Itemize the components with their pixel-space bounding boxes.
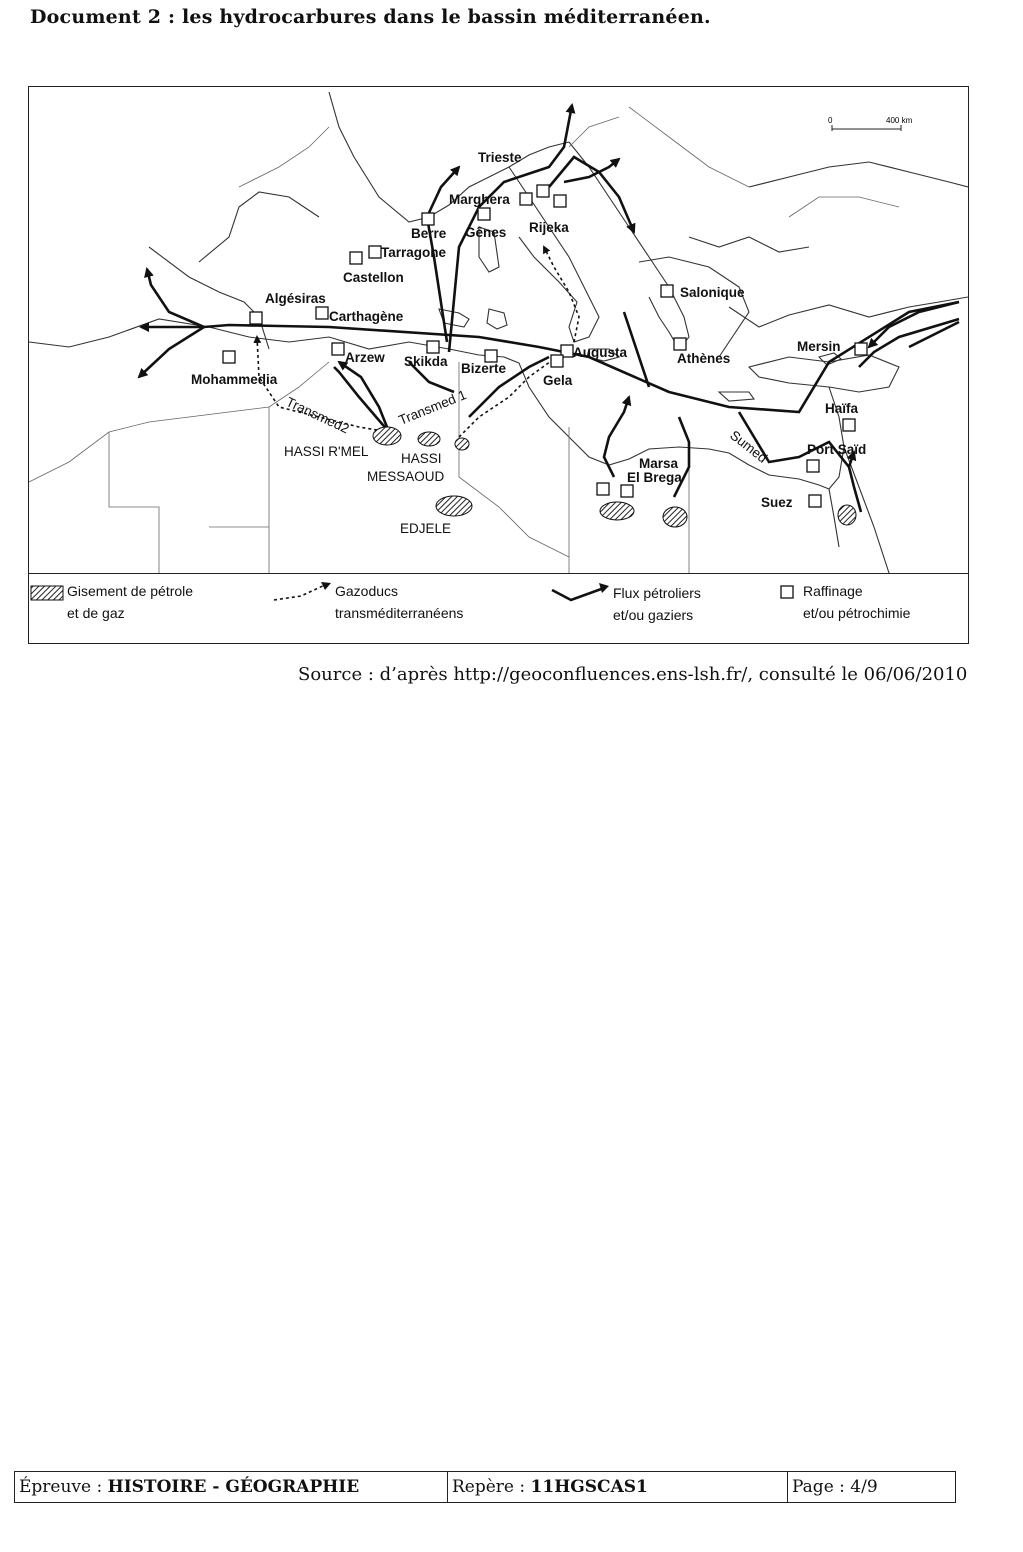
refinery-genes xyxy=(478,208,490,220)
legend-refinery-swatch xyxy=(779,584,797,602)
refinery-mersin xyxy=(855,343,867,355)
label-augusta: Augusta xyxy=(573,345,627,360)
footer-epreuve-value: HISTOIRE - GÉOGRAPHIE xyxy=(107,1477,360,1497)
field-libya-2 xyxy=(663,507,687,527)
refinery-port-said xyxy=(807,460,819,472)
source-line: Source : d’après http://geoconfluences.ens-lsh.fr/, consulté le 06/06/2010 xyxy=(298,664,968,685)
legend-raffinage-line2: et/ou pétrochimie xyxy=(803,605,911,621)
legend-gisement xyxy=(67,580,193,624)
label-hassi-rmel: HASSI R'MEL xyxy=(284,444,369,459)
legend-gazoducs-line2: transméditerranéens xyxy=(335,605,464,621)
flow-mersin xyxy=(869,302,959,347)
label-transmed1: Transmed 1 xyxy=(396,387,469,428)
flow-suez-up xyxy=(849,452,861,512)
refinery-marsa-1 xyxy=(597,483,609,495)
flow-west-north xyxy=(147,269,204,327)
field-hassi-rmel xyxy=(373,427,401,445)
refinery-mohammedia xyxy=(223,351,235,363)
label-el-brega: El Brega xyxy=(627,470,682,485)
page-footer xyxy=(14,1471,956,1503)
map-svg xyxy=(29,87,968,573)
label-carthagene: Carthagène xyxy=(329,309,404,324)
footer-repere-label: Repère : xyxy=(452,1477,531,1497)
scale-bar xyxy=(828,116,913,131)
legend-gisement-line2: et de gaz xyxy=(67,605,125,621)
pipeline-italy xyxy=(544,247,579,342)
label-genes: Gênes xyxy=(465,225,507,240)
legend-gazoducs-line1: Gazoducs xyxy=(335,583,399,599)
label-port-said: Port Saïd xyxy=(807,442,867,457)
refinery-suez xyxy=(809,495,821,507)
flow-west-south xyxy=(139,327,204,377)
refinery-gela xyxy=(551,355,563,367)
legend-raffinage-line1: Raffinage xyxy=(803,583,863,599)
legend-raffinage xyxy=(803,580,910,624)
label-mohammedia: Mohammedia xyxy=(191,372,278,387)
legend-flux-line1: Flux pétroliers xyxy=(613,585,701,601)
label-mersin: Mersin xyxy=(797,339,841,354)
label-edjele: EDJELE xyxy=(400,521,452,536)
flow-libya-1 xyxy=(604,397,629,477)
label-berre: Berre xyxy=(411,226,447,241)
refinery-castellon xyxy=(350,252,362,264)
label-skikda: Skikda xyxy=(404,354,448,369)
refinery-skikda xyxy=(427,341,439,353)
map-legend xyxy=(29,573,968,644)
flow-libya-3 xyxy=(624,312,649,387)
refinery-berre xyxy=(422,213,434,225)
legend-flux-line2: et/ou gaziers xyxy=(613,607,694,623)
label-castellon: Castellon xyxy=(343,270,404,285)
scale-zero: 0 xyxy=(828,116,833,125)
legend-pipeline-swatch xyxy=(271,580,333,606)
footer-epreuve-label: Épreuve : xyxy=(19,1477,108,1497)
refinery-carthagene xyxy=(316,307,328,319)
field-edjele xyxy=(436,496,472,516)
label-haifa: Haïfa xyxy=(825,401,859,416)
refinery-trieste xyxy=(537,185,549,197)
footer-repere-value: 11HGSCAS1 xyxy=(530,1477,648,1497)
label-sumed: Sumed xyxy=(727,427,771,466)
legend-flux xyxy=(613,582,701,626)
refinery-algesiras xyxy=(250,312,262,324)
label-salonique: Salonique xyxy=(680,285,745,300)
field-egypt xyxy=(838,505,856,525)
label-suez: Suez xyxy=(761,495,793,510)
legend-flow-swatch xyxy=(549,580,611,606)
label-marghera: Marghera xyxy=(449,192,510,207)
label-hassi: HASSI xyxy=(401,451,442,466)
label-trieste: Trieste xyxy=(478,150,522,165)
legend-gazoducs xyxy=(335,580,463,624)
map-figure xyxy=(28,86,969,644)
label-transmed2: Transmed2 xyxy=(283,394,352,437)
label-athenes: Athènes xyxy=(677,351,731,366)
label-tarragone: Tarragone xyxy=(381,245,447,260)
label-marsa: Marsa xyxy=(639,456,679,471)
label-bizerte: Bizerte xyxy=(461,361,507,376)
label-messaoud: MESSAOUD xyxy=(367,469,445,484)
refinery-tarragone xyxy=(369,246,381,258)
label-rijeka: Rijeka xyxy=(529,220,569,235)
document-title: Document 2 : les hydrocarbures dans le bassin méditerranéen. xyxy=(30,6,711,28)
scale-value: 400 km xyxy=(886,116,913,125)
footer-repere xyxy=(448,1472,788,1502)
refinery-arzew xyxy=(332,343,344,355)
field-hassi-messaoud-2 xyxy=(455,438,469,450)
footer-epreuve xyxy=(15,1472,448,1502)
refinery-marghera xyxy=(520,193,532,205)
field-libya-1 xyxy=(600,502,634,520)
refinery-salonique xyxy=(661,285,673,297)
label-gela: Gela xyxy=(543,373,573,388)
label-algesiras: Algésiras xyxy=(265,291,326,306)
map-labels xyxy=(191,150,866,536)
refinery-haifa xyxy=(843,419,855,431)
label-arzew: Arzew xyxy=(345,350,385,365)
refinery-marsa-2 xyxy=(621,485,633,497)
legend-gisement-line1: Gisement de pétrole xyxy=(67,583,194,599)
refinery-rijeka xyxy=(554,195,566,207)
footer-page: Page : 4/9 xyxy=(792,1477,878,1497)
field-hassi-messaoud-1 xyxy=(418,432,440,446)
refinery-athenes xyxy=(674,338,686,350)
legend-field-swatch xyxy=(29,584,65,602)
